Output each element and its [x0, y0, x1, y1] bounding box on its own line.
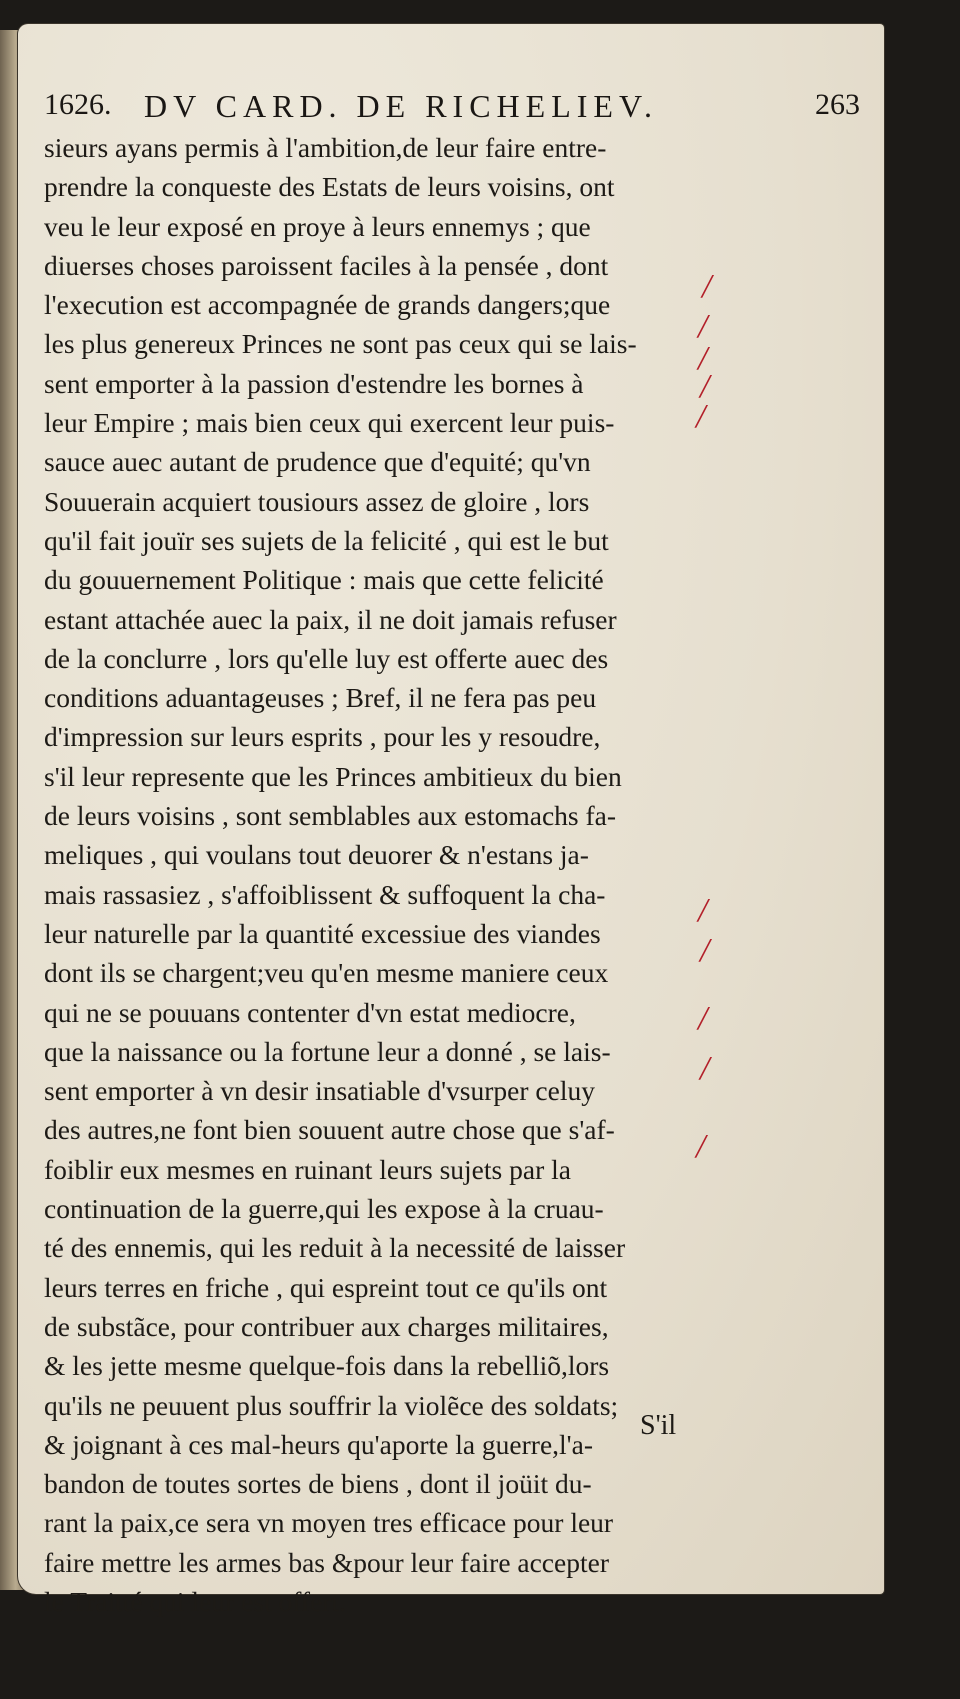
- text-line: sieurs ayans permis à l'ambition,de leur faire entre-: [44, 132, 607, 163]
- text-line: l'execution est accompagnée de grands dangers;que: [44, 289, 611, 321]
- text-line: qu'ils ne peuuent plus souffrir la violẽce des soldats;: [44, 1389, 619, 1421]
- text-line: bandon de toutes sortes de biens , dont il joüit du-: [44, 1468, 592, 1500]
- text-line: qu'il fait jouïr ses sujets de la felicité , qui est le but: [44, 524, 609, 556]
- text-line: leur Empire ; mais bien ceux qui exercent leur puis-: [44, 407, 615, 439]
- text-line: leurs terres en friche , qui espreint tout ce qu'ils ont: [44, 1271, 608, 1303]
- running-title: DV CARD. DE RICHELIEV.: [144, 88, 658, 124]
- text-line: sent emporter à vn desir insatiable d'vsurper celuy: [44, 1075, 595, 1107]
- red-margin-mark: /: [702, 268, 712, 305]
- text-line: Souuerain acquiert tousiours assez de gloire , lors: [44, 485, 590, 517]
- text-line: leur naturelle par la quantité excessiue des viandes: [44, 917, 601, 949]
- red-margin-mark: /: [696, 1128, 706, 1165]
- header-year: 1626.: [44, 88, 112, 121]
- text-line: s'il leur represente que les Princes ambitieux du bien: [44, 760, 622, 792]
- text-line: faire mettre les armes bas &pour leur faire accepter: [44, 1546, 609, 1578]
- text-line: continuation de la guerre,qui les expose à la cruau-: [44, 1193, 604, 1225]
- text-line: les plus genereux Princes ne sont pas ceux qui se lais-: [44, 328, 637, 360]
- text-line: & joignant à ces mal-heurs qu'aporte la guerre,l'a-: [44, 1428, 593, 1460]
- red-margin-mark: /: [696, 398, 706, 435]
- text-line: & les jette mesme quelque-fois dans la rebelliõ,lors: [44, 1350, 610, 1382]
- text-line: rant la paix,ce sera vn moyen tres efficace pour leur: [44, 1507, 614, 1539]
- red-margin-mark: /: [700, 368, 710, 405]
- text-line: de leurs voisins , sont semblables aux estomachs fa-: [44, 800, 617, 832]
- text-line: des autres,ne font bien souuent autre chose que s'af-: [44, 1114, 615, 1146]
- text-line: estant attachée auec la paix, il ne doit jamais refuser: [44, 603, 617, 635]
- text-line: qui ne se pouuans contenter d'vn estat mediocre,: [44, 996, 576, 1028]
- red-margin-mark: /: [698, 340, 708, 377]
- red-margin-mark: /: [698, 1000, 708, 1037]
- text-line: mais rassasiez , s'affoiblissent & suffoquent la cha-: [44, 878, 606, 910]
- text-line: de substãce, pour contribuer aux charges militaires,: [44, 1310, 609, 1342]
- text-line: meliques , qui voulans tout deuorer & n'estans ja-: [44, 839, 589, 871]
- red-margin-mark: /: [700, 932, 710, 969]
- text-line: sent emporter à la passion d'estendre les bornes à: [44, 367, 584, 399]
- catchword: S'il: [640, 1410, 677, 1441]
- red-margin-mark: /: [698, 308, 708, 345]
- text-line: sauce auec autant de prudence que d'equité; qu'vn: [44, 446, 591, 478]
- text-line: prendre la conqueste des Estats de leurs voisins, ont: [44, 171, 615, 203]
- text-line: foiblir eux mesmes en ruinant leurs sujets par la: [44, 1153, 571, 1185]
- text-line: conditions aduantageuses ; Bref, il ne fera pas peu: [44, 682, 597, 714]
- red-margin-mark: /: [700, 1050, 710, 1087]
- page-number: 263: [815, 88, 860, 121]
- text-line: dont ils se chargent;veu qu'en mesme maniere ceux: [44, 957, 609, 989]
- text-line: veu le leur exposé en proye à leurs ennemys ; que: [44, 210, 591, 242]
- text-line: d'impression sur leurs esprits , pour les y resoudre,: [44, 721, 601, 753]
- text-line: que la naissance ou la fortune leur a donné , se lais-: [44, 1035, 611, 1067]
- text-line: diuerses choses paroissent faciles à la pensée , dont: [44, 249, 609, 281]
- red-margin-mark: /: [698, 892, 708, 929]
- text-line: le Traitté qui leur est offert.: [44, 1585, 346, 1617]
- text-line: de la conclurre , lors qu'elle luy est offerte auec des: [44, 642, 609, 674]
- text-line: té des ennemis, qui les reduit à la necessité de laisser: [44, 1232, 626, 1264]
- text-line: du gouuernement Politique : mais que cette felicité: [44, 564, 604, 596]
